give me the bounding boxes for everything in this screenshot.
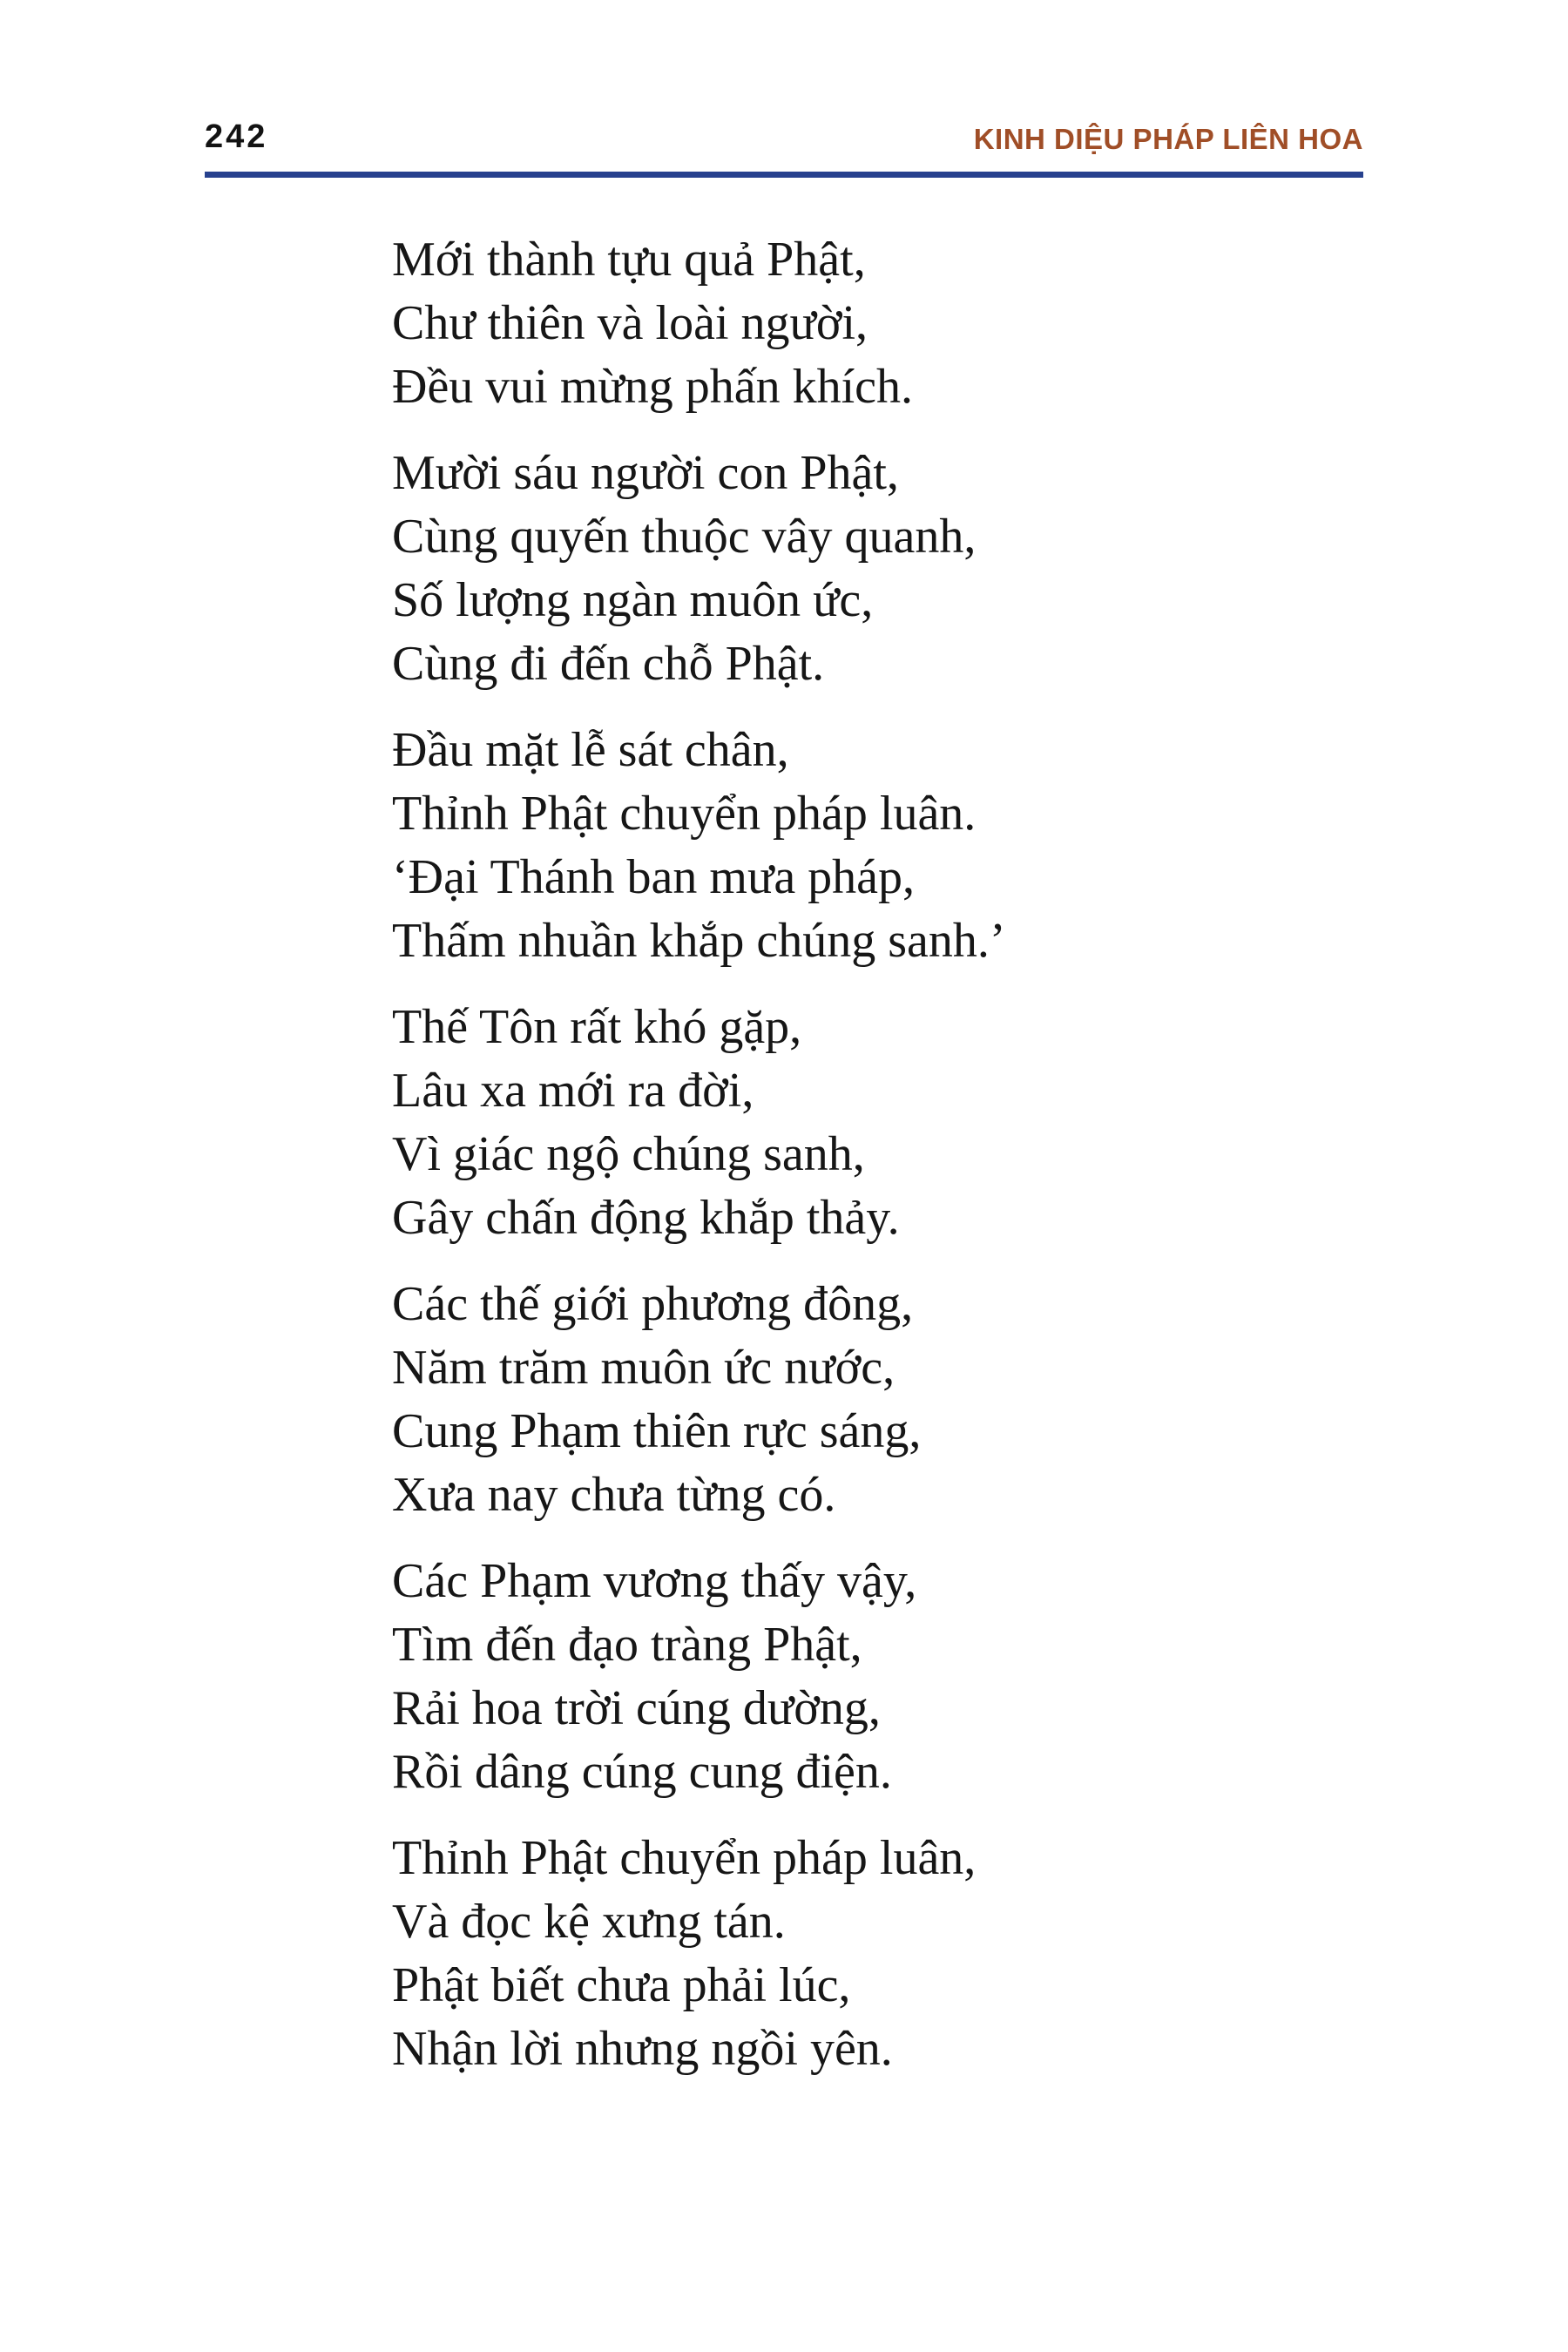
stanza bbox=[392, 228, 1350, 419]
poem-line: Cung Phạm thiên rực sáng, bbox=[392, 1404, 922, 1458]
poem-line: Thỉnh Phật chuyển pháp luân, bbox=[392, 1831, 977, 1885]
poem-line: Đầu mặt lễ sát chân, bbox=[392, 723, 789, 777]
poem-line: ‘Đại Thánh ban mưa pháp, bbox=[392, 850, 916, 904]
poem-line: Số lượng ngàn muôn ức, bbox=[392, 573, 874, 627]
poem-line: Lâu xa mới ra đời, bbox=[392, 1064, 754, 1118]
page-header bbox=[205, 120, 1363, 153]
poem-line: Nhận lời nhưng ngồi yên. bbox=[392, 2022, 893, 2076]
poem-line: Cùng quyến thuộc vây quanh, bbox=[392, 510, 977, 564]
poem-line: Gây chấn động khắp thảy. bbox=[392, 1191, 900, 1245]
poem-line: Cùng đi đến chỗ Phật. bbox=[392, 637, 825, 691]
stanza bbox=[392, 1273, 1350, 1527]
running-title: KINH DIỆU PHÁP LIÊN HOA bbox=[973, 123, 1363, 155]
stanza bbox=[392, 442, 1350, 696]
poem bbox=[392, 228, 1350, 2104]
poem-line: Phật biết chưa phải lúc, bbox=[392, 1958, 851, 2012]
poem-line: Năm trăm muôn ức nước, bbox=[392, 1341, 896, 1395]
poem-line: Và đọc kệ xưng tán. bbox=[392, 1895, 786, 1949]
stanza bbox=[392, 1827, 1350, 2081]
poem-line: Chư thiên và loài người, bbox=[392, 296, 868, 350]
poem-line: Mười sáu người con Phật, bbox=[392, 446, 899, 500]
poem-line: Vì giác ngộ chúng sanh, bbox=[392, 1127, 865, 1181]
stanza bbox=[392, 1550, 1350, 1804]
poem-line: Thế Tôn rất khó gặp, bbox=[392, 1000, 802, 1054]
poem-line: Rồi dâng cúng cung điện. bbox=[392, 1745, 892, 1799]
stanza bbox=[392, 996, 1350, 1250]
stanza bbox=[392, 719, 1350, 973]
poem-line: Đều vui mừng phấn khích. bbox=[392, 360, 914, 414]
header-divider-rule bbox=[205, 172, 1363, 178]
poem-line: Các thế giới phương đông, bbox=[392, 1277, 914, 1331]
poem-line: Thỉnh Phật chuyển pháp luân. bbox=[392, 787, 977, 841]
poem-line: Thấm nhuần khắp chúng sanh.’ bbox=[392, 914, 1006, 968]
poem-line: Xưa nay chưa từng có. bbox=[392, 1468, 836, 1522]
poem-line: Mới thành tựu quả Phật, bbox=[392, 233, 866, 287]
poem-line: Các Phạm vương thấy vậy, bbox=[392, 1554, 917, 1608]
page-number: 242 bbox=[205, 118, 268, 155]
poem-line: Rải hoa trời cúng dường, bbox=[392, 1681, 881, 1735]
poem-line: Tìm đến đạo tràng Phật, bbox=[392, 1618, 862, 1672]
